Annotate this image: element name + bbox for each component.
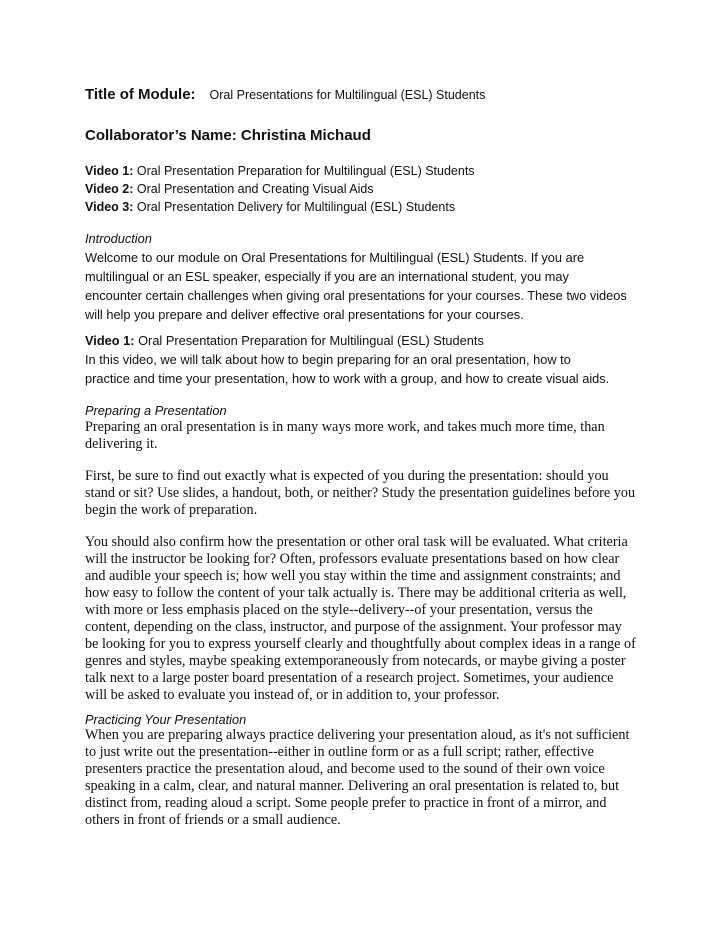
paragraph-line: will the instructor be looking for? Often, professors evaluate presentations based on how clear bbox=[85, 551, 620, 567]
paragraph-line: First, be sure to find out exactly what is expected of you during the presentation: should you bbox=[85, 468, 609, 484]
paragraph-line: others in front of friends or a small audience. bbox=[85, 812, 341, 828]
preparing-paragraph-1 bbox=[85, 419, 645, 453]
paragraph-line: talk next to a large poster board presentation of a research project. Sometimes, your audience bbox=[85, 670, 614, 686]
preparing-paragraph-2 bbox=[85, 468, 645, 519]
video-label: Video 3: bbox=[85, 200, 134, 214]
introduction-heading: Introduction bbox=[85, 231, 152, 246]
video-title: Oral Presentation and Creating Visual Aids bbox=[133, 182, 374, 196]
intro-line: encounter certain challenges when giving oral presentations for your courses. These two videos bbox=[85, 288, 627, 303]
module-title-value: Oral Presentations for Multilingual (ESL) Students bbox=[209, 88, 486, 102]
paragraph-line: and audible your speech is; how well you stay within the time and assignment constraints; and bbox=[85, 568, 621, 584]
collaborator-name: Collaborator’s Name: Christina Michaud bbox=[85, 127, 371, 144]
module-title-label: Title of Module: bbox=[85, 86, 196, 103]
paragraph-line: speaking in a calm, clear, and natural manner. Delivering an oral presentation is related to, but bbox=[85, 778, 620, 794]
paragraph-line: to just write out the presentation--either in outline form or as a full script; rather, effective bbox=[85, 744, 594, 760]
video-list-item bbox=[85, 198, 475, 216]
video-label: Video 2: bbox=[85, 182, 134, 196]
intro-line: Welcome to our module on Oral Presentations for Multilingual (ESL) Students. If you are bbox=[85, 250, 585, 265]
paragraph-line: how easy to follow the content of your talk actually is. There may be additional criteria as well, bbox=[85, 585, 627, 601]
video1-line: In this video, we will talk about how to begin preparing for an oral presentation, how to bbox=[85, 352, 571, 367]
introduction-section bbox=[85, 229, 645, 324]
intro-line: multilingual or an ESL speaker, especially if you are an international student, you may bbox=[85, 269, 569, 284]
paragraph-line: When you are preparing always practice delivering your presentation aloud, as it's not sufficient bbox=[85, 727, 630, 743]
video1-heading bbox=[85, 331, 645, 350]
paragraph-line: stand or sit? Use slides, a handout, both, or neither? Study the presentation guidelines before you bbox=[85, 485, 636, 501]
paragraph-line: delivering it. bbox=[85, 436, 158, 452]
paragraph-line: content, depending on the class, instructor, and purpose of the assignment. Your professor may bbox=[85, 619, 622, 635]
paragraph-line: be looking for you to express yourself clearly and thoughtfully about complex ideas in a range of bbox=[85, 636, 636, 652]
video-title: Oral Presentation Preparation for Multilingual (ESL) Students bbox=[133, 164, 475, 178]
preparing-heading-text: Preparing a Presentation bbox=[85, 403, 227, 418]
paragraph-line: Preparing an oral presentation is in many ways more work, and takes much more time, than bbox=[85, 419, 605, 435]
paragraph-line: You should also confirm how the presentation or other oral task will be evaluated. What criteria bbox=[85, 534, 628, 550]
intro-line: will help you prepare and deliver effective oral presentations for your courses. bbox=[85, 307, 524, 322]
paragraph-line: with more or less emphasis placed on the style--delivery--of your presentation, versus the bbox=[85, 602, 593, 618]
video1-section bbox=[85, 331, 645, 388]
video1-line: practice and time your presentation, how to work with a group, and how to create visual aids. bbox=[85, 371, 610, 386]
video-list-item bbox=[85, 180, 475, 198]
practicing-heading-text: Practicing Your Presentation bbox=[85, 712, 247, 727]
practicing-paragraph bbox=[85, 727, 645, 829]
paragraph-line: genres and styles, maybe speaking extemporaneously from notecards, or maybe giving a poster bbox=[85, 653, 626, 669]
paragraph-line: distinct from, reading aloud a script. Some people prefer to practice in front of a mirror, and bbox=[85, 795, 607, 811]
preparing-paragraph-3 bbox=[85, 534, 645, 704]
video-list-item bbox=[85, 162, 475, 180]
video1-label: Video 1: bbox=[85, 333, 135, 348]
video-list bbox=[85, 162, 475, 216]
video-title: Oral Presentation Delivery for Multilingual (ESL) Students bbox=[133, 200, 456, 214]
paragraph-line: presenters practice the presentation aloud, and become used to the sound of their own voice bbox=[85, 761, 605, 777]
paragraph-line: will be asked to evaluate you instead of, or in addition to, your professor. bbox=[85, 687, 500, 703]
video1-title: Oral Presentation Preparation for Multilingual (ESL) Students bbox=[134, 333, 484, 348]
paragraph-line: begin the work of preparation. bbox=[85, 502, 258, 518]
video-label: Video 1: bbox=[85, 164, 134, 178]
module-title-row bbox=[85, 86, 485, 104]
preparing-heading bbox=[85, 401, 645, 420]
